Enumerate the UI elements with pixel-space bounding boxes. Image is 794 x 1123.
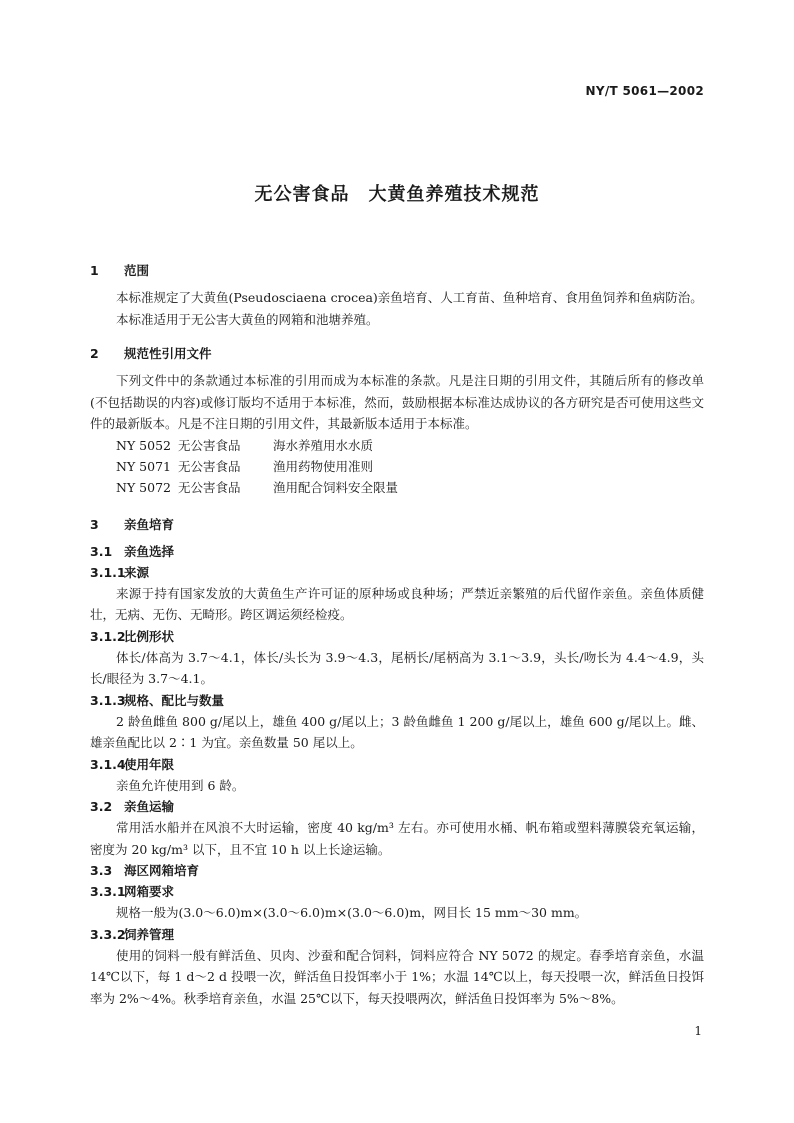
subsection-heading [90,754,704,775]
reference-name: 渔用配合饲料安全限量 [273,479,399,495]
subsection-title: 亲鱼运输 [124,799,175,814]
document-body [90,260,704,1009]
paragraph: 常用活水船并在风浪不大时运输，密度 40 kg/m³ 左右。亦可使用水桶、帆布箱或塑料薄膜袋充氧运输，密度为 20 kg/m³ 以下，且不宜 10 h 以上长途运输。 [90,820,704,857]
subsection-title: 网箱要求 [124,884,175,899]
section-title: 亲鱼培育 [124,516,175,532]
subsection-heading [90,796,704,817]
subsection-heading [90,562,704,583]
subsection-number: 3.1 [90,543,113,559]
page-number: 1 [694,1024,702,1038]
reference-item [90,435,704,456]
paragraph: 使用的饲料一般有鲜活鱼、贝肉、沙蚕和配合饲料，饲料应符合 NY 5072 的规定。春季培育亲鱼，水温 14℃以下，每 1 d～2 d 投喂一次，鲜活鱼日投饵率小于 1%；水温 14℃以上，每天投喂一次，鲜活鱼日投饵率为 2%～4%。秋季培育亲鱼，水温 25℃以下，每天投喂两次，鲜活鱼日投饵率为 5%～8%。 [90,947,704,1006]
subsection-heading [90,626,704,647]
section-number: 3 [90,516,99,532]
section-heading-scope [90,260,704,281]
subsection-title: 饲养管理 [124,926,175,942]
reference-name: 渔用药物使用准则 [273,458,374,474]
reference-code: NY 5071 [116,458,171,474]
subsection-heading [90,541,704,562]
section-number: 2 [90,346,99,361]
subsection-title: 亲鱼选择 [124,543,175,559]
subsection-title: 海区网箱培育 [124,863,200,878]
document-title: 无公害食品 大黄鱼养殖技术规范 [254,184,540,205]
subsection-number: 3.3.2 [90,926,126,942]
subsection-number: 3.2 [90,799,113,814]
section-title: 范围 [124,263,150,278]
paragraph: 下列文件中的条款通过本标准的引用而成为本标准的条款。凡是注日期的引用文件，其随后所有的修改单(不包括勘误的内容)或修订版均不适用于本标准，然而，鼓励根据本标准达成协议的各方研究是否可使用这些文件的最新版本。凡是不注日期的引用文件，其最新版本适用于本标准。 [90,373,704,431]
paragraph: 亲鱼允许使用到 6 龄。 [116,777,245,793]
subsection-number: 3.1.1 [90,564,126,580]
subsection-heading [90,881,704,902]
paragraph: 规格一般为(3.0～6.0)m×(3.0～6.0)m×(3.0～6.0)m，网目长 15 mm～30 mm。 [116,905,588,920]
subsection-title: 规格、配比与数量 [124,692,225,708]
section-heading-broodstock [90,514,704,535]
reference-category: 无公害食品 [178,437,241,453]
reference-item [90,456,704,477]
reference-code: NY 5072 [116,479,171,495]
section-number: 1 [90,263,99,278]
paragraph: 本标准规定了大黄鱼(Pseudosciaena crocea)亲鱼培育、人工育苗、鱼种培育、食用鱼饲养和鱼病防治。 [116,290,703,305]
section-heading-normative-references [90,343,704,364]
subsection-heading [90,860,704,881]
subsection-title: 来源 [124,564,150,580]
subsection-heading [90,924,704,945]
reference-item [90,477,704,498]
subsection-number: 3.1.2 [90,628,126,644]
subsection-title: 使用年限 [124,756,175,772]
reference-category: 无公害食品 [178,458,241,474]
subsection-number: 3.3 [90,863,113,878]
paragraph: 2 龄鱼雌鱼 800 g/尾以上，雄鱼 400 g/尾以上；3 龄鱼雌鱼 1 200 g/尾以上，雄鱼 600 g/尾以上。雌、雄亲鱼配比以 2∶1 为宜。亲鱼数量 50 尾以上。 [90,713,704,750]
reference-code: NY 5052 [116,437,171,453]
paragraph: 来源于持有国家发放的大黄鱼生产许可证的原种场或良种场；严禁近亲繁殖的后代留作亲鱼。亲鱼体质健壮，无病、无伤、无畸形。跨区调运须经检疫。 [90,585,704,622]
paragraph: 体长/体高为 3.7～4.1，体长/头长为 3.9～4.3，尾柄长/尾柄高为 3.1～3.9，头长/吻长为 4.4～4.9，头长/眼径为 3.7～4.1。 [90,649,704,686]
paragraph: 本标准适用于无公害大黄鱼的网箱和池塘养殖。 [116,311,379,327]
subsection-number: 3.1.4 [90,756,126,772]
subsection-title: 比例形状 [124,628,175,644]
reference-category: 无公害食品 [178,479,241,495]
subsection-number: 3.3.1 [90,884,126,899]
reference-name: 海水养殖用水水质 [273,437,374,453]
document-code: NY/T 5061—2002 [585,84,704,98]
section-title: 规范性引用文件 [124,346,212,361]
subsection-heading [90,690,704,711]
subsection-number: 3.1.3 [90,692,126,708]
